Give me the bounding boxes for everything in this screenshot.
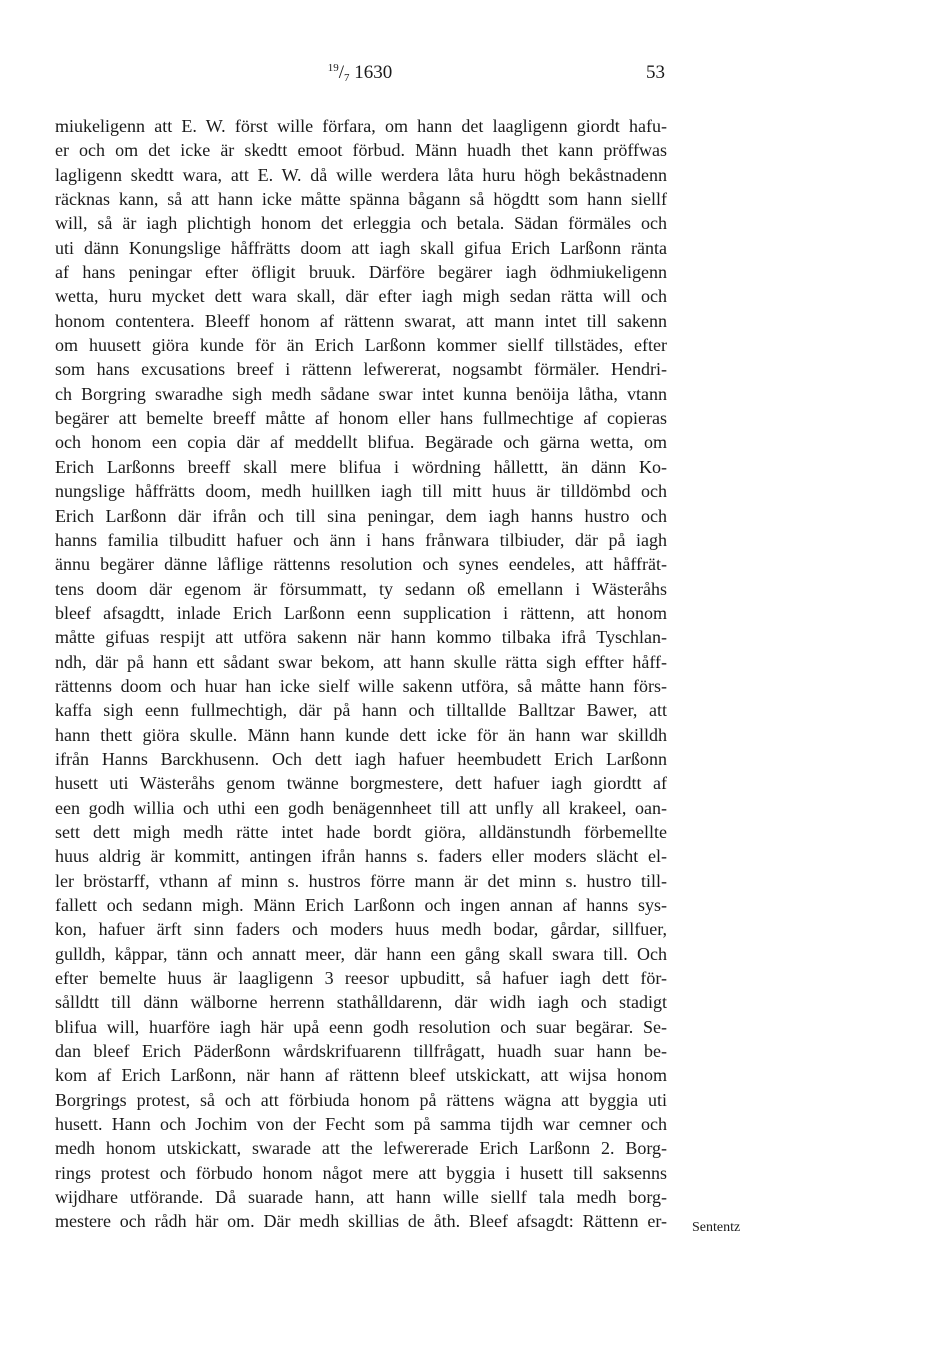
text-line: husett. Hann och Jochim von der Fecht som på samma tijdh war cemner och — [55, 1114, 667, 1135]
text-line: sålldtt till dänn wälborne herrenn stathålldarenn, där widh iagh och stadigt — [55, 992, 667, 1013]
text-line: ännu begärer dänne låflige rättenns resolution och synes eendeles, att håffrät- — [55, 554, 667, 575]
text-line: Erich Larßonns breeff skall mere blifua i wördning hållettt, än dänn Ko- — [55, 456, 667, 477]
date-day: 19 — [327, 62, 339, 74]
text-line: kom af Erich Larßonn, när hann af rättenn bleef utskickatt, att wijsa honom — [55, 1065, 667, 1086]
text-line: lagligenn skedtt wara, att E. W. då wille werdera låta huru högh bekåstnadenn — [55, 164, 667, 185]
text-line: måtte gifuas respijt att utföra sakenn när hann kommo tilbaka ifrå Tyschlan- — [55, 627, 667, 648]
running-header — [55, 62, 665, 90]
text-line: miukeligenn att E. W. först wille förfara, om hann det laagligenn giordt hafu- — [55, 116, 667, 136]
text-line: wetta, huru mycket dett wara skall, där efter iagh migh sedan rätta will och — [55, 286, 667, 307]
text-line: ifrån Hanns Barckhusenn. Och dett iagh hafuer heembudett Erich Larßonn — [55, 748, 667, 769]
text-line: er och om det icke är skedtt emoot förbud. Männ huadh thet kann pröffwas — [55, 140, 667, 161]
margin-note: Sententz — [692, 1220, 741, 1235]
text-line: om huusett giöra kunde för än Erich Larßonn kommer siellf tillstädes, efter — [55, 335, 667, 356]
text-line: een godh willia och uthi een godh benägennheet till att unfly all krakeel, oan- — [55, 797, 667, 818]
text-line: uti dänn Konungslige håffrätts doom att iagh skall gifua Erich Larßonn ränta — [55, 237, 667, 258]
text-line: medh honom utskickatt, swarade att the lefwererade Erich Larßonn 2. Borg- — [55, 1138, 667, 1159]
text-line: kon, hafuer ärft sinn faders och moders huus medh bodar, gårdar, sillfuer, — [55, 919, 667, 940]
text-line: huus aldrig är kommitt, antingen ifrån hanns s. faders eller moders slächt el- — [55, 846, 667, 867]
date-month: 7 — [344, 72, 350, 84]
text-line: hann thett giöra skulle. Männ hann kunde dett icke för än hann war skilldh — [55, 724, 667, 745]
text-line: gulldh, kåppar, tänn och annatt meer, där hann een gång skall swara till. Och — [55, 943, 667, 964]
text-line: rings protest och förbudo honom något mere att byggia i husett till saksenns — [55, 1162, 667, 1183]
text-line: will, så är iagh plichtigh honom det erleggia och betala. Sädan förmäles och — [55, 213, 667, 234]
date-year: 1630 — [354, 62, 393, 83]
text-line: ndh, där på hann ett sådant swar bekom, att hann skulle rätta sigh effter håff- — [55, 651, 667, 672]
body-text — [55, 114, 667, 1234]
text-line: husett uti Wästeråhs genom twänne borgmestere, dett hafuer iagh giordtt af — [55, 773, 667, 794]
text-line: som hans excusations breef i rättenn lefwererat, nogsambt förmäler. Hendri- — [55, 359, 667, 380]
text-line: fallett och sedann migh. Männ Erich Larßonn och ingen annan af hanns sys- — [55, 895, 667, 915]
text-line: sett dett migh medh rätte intet hade bordt giöra, alldänstundh förbemellte — [55, 821, 667, 842]
text-line: räcknas kann, så att hann icke måtte spänna bågann så högdtt som hann siellf — [55, 189, 667, 210]
text-line: wijdhare utförande. Då suarade hann, att hann wille siellf tala medh borg- — [55, 1187, 667, 1208]
header-date: $^{19}/_7$ 1630 — [327, 62, 393, 84]
text-line: Borgrings protest, så och att förbiuda honom på rättens wägna att byggia uti — [55, 1089, 667, 1110]
text-line: ch Borgring swaradhe sigh medh sådane swar intet kunna benöija låtha, vtann — [55, 383, 667, 404]
text-line: af hans peningar efter öfligit bruuk. Därföre begärer iagh ödhmiukeligenn — [55, 262, 667, 283]
text-line: honom contentera. Bleeff honom af rättenn swarat, att mann intet till sakenn — [55, 310, 667, 331]
text-line: tens doom där egenom är försummatt, ty sedann oß emellann i Wästeråhs — [55, 578, 667, 599]
text-line: och honom een copia där af meddellt blifua. Begärade och gärna wetta, om — [55, 432, 667, 453]
page-number: 53 — [646, 62, 665, 83]
text-line: hanns familia tilbuditt hafuer och änn i hans frånwara tilbiuder, där på iagh — [55, 529, 667, 550]
text-line: ler bröstarff, vthann af minn s. hustros förre mann är det minn s. hustro till- — [55, 870, 667, 891]
text-line: nungslige håffrätts doom, medh huillken iagh till mitt huus är tilldömbd och — [55, 481, 667, 502]
text-line: mestere och rådh här om. Där medh skillias de åth. Bleef afsagdt: Rättenn er- — [55, 1211, 667, 1232]
text-line: dan bleef Erich Päderßonn wårdskrifuarenn tillfrågatt, huadh suar hann be- — [55, 1041, 667, 1062]
text-line: rättenns doom och huar han icke sielf wille sakenn utföra, så måtte hann förs- — [55, 675, 667, 696]
text-line: kaffa sigh eenn fullmechtigh, där på hann och tilltallde Balltzar Bawer, att — [55, 700, 667, 721]
text-line: Erich Larßonn där ifrån och till sina peningar, dem iagh hanns hustro och — [55, 505, 667, 526]
text-line: bleef afsagdtt, inlade Erich Larßonn eenn supplication i rättenn, att honom — [55, 602, 667, 623]
text-line: begärer att bemelte breeff måtte af honom eller hans fullmechtige af copieras — [55, 408, 667, 429]
text-line: blifua will, huarföre iagh här upå eenn godh resolution och suar begärar. Se- — [55, 1016, 667, 1037]
text-line: efter bemelte huus är laagligenn 3 reesor upbuditt, så hafuer iagh dett för- — [55, 968, 667, 989]
